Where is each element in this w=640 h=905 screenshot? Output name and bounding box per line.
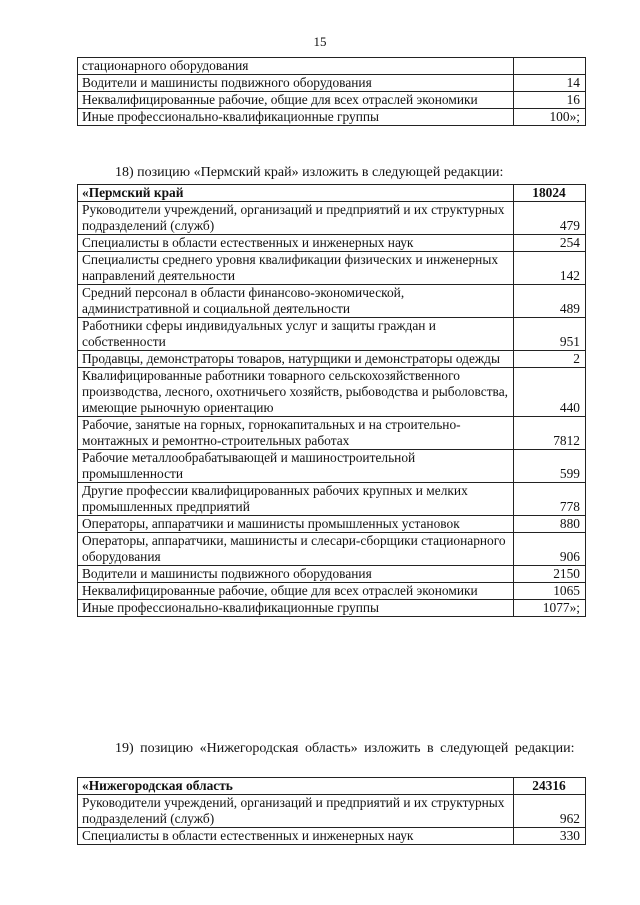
table-header-row: [78, 778, 586, 795]
row-label: Водители и машинисты подвижного оборудования: [78, 75, 514, 92]
row-label: Средний персонал в области финансово-экономической, административной и социальной деятельности: [78, 285, 514, 318]
table-nizhegorodskaya-oblast: [77, 777, 586, 845]
row-value: [514, 58, 586, 75]
table-perm-krai: [77, 184, 586, 617]
row-value: 2150: [514, 566, 586, 583]
row-value: 1065: [514, 583, 586, 600]
row-label: Руководители учреждений, организаций и предприятий и их структурных подразделений (служб): [78, 202, 514, 235]
table-row: [78, 417, 586, 450]
table-row: [78, 235, 586, 252]
table-row: [78, 75, 586, 92]
table-row: [78, 92, 586, 109]
table-row: [78, 351, 586, 368]
table-row: [78, 600, 586, 617]
row-value: 2: [514, 351, 586, 368]
row-label: Продавцы, демонстраторы товаров, натурщики и демонстраторы одежды: [78, 351, 514, 368]
table-row: [78, 583, 586, 600]
row-value: 778: [514, 483, 586, 516]
row-value: 479: [514, 202, 586, 235]
table-continuation: [77, 57, 586, 126]
row-label: Операторы, аппаратчики, машинисты и слесари-сборщики стационарного оборудования: [78, 533, 514, 566]
page-number: 15: [313, 34, 327, 49]
row-label: Водители и машинисты подвижного оборудования: [78, 566, 514, 583]
row-label: Неквалифицированные рабочие, общие для всех отраслей экономики: [78, 583, 514, 600]
table-header-row: [78, 185, 586, 202]
row-value: 906: [514, 533, 586, 566]
row-label: Специалисты среднего уровня квалификации физических и инженерных направлений деятельности: [78, 252, 514, 285]
row-label: Квалифицированные работники товарного сельскохозяйственного производства, лесного, охотничьего хозяйств, рыбоводства и рыболовства, имеющие рыночную ориентацию: [78, 368, 514, 417]
row-value: 142: [514, 252, 586, 285]
table-row: [78, 483, 586, 516]
row-label: Специалисты в области естественных и инженерных наук: [78, 828, 514, 845]
paragraph-19: 19) позицию «Нижегородская область» изложить в следующей редакции:: [115, 741, 575, 756]
row-label: Иные профессионально-квалификационные группы: [78, 109, 514, 126]
row-label: Руководители учреждений, организаций и предприятий и их структурных подразделений (служб): [78, 795, 514, 828]
row-value: 489: [514, 285, 586, 318]
row-value: 1077»;: [514, 600, 586, 617]
row-value: 7812: [514, 417, 586, 450]
table-row: [78, 516, 586, 533]
row-value: 962: [514, 795, 586, 828]
row-value: 951: [514, 318, 586, 351]
row-label: Рабочие металлообрабатывающей и машиностроительной промышленности: [78, 450, 514, 483]
table-row: [78, 795, 586, 828]
table-row: [78, 828, 586, 845]
row-label: стационарного оборудования: [78, 58, 514, 75]
row-value: 16: [514, 92, 586, 109]
row-value: 100»;: [514, 109, 586, 126]
region-total: 24316: [514, 778, 586, 795]
table-row: [78, 566, 586, 583]
table-row: [78, 533, 586, 566]
row-label: Другие профессии квалифицированных рабочих крупных и мелких промышленных предприятий: [78, 483, 514, 516]
table-row: [78, 285, 586, 318]
row-label: Рабочие, занятые на горных, горнокапитальных и на строительно-монтажных и ремонтно-строительных работах: [78, 417, 514, 450]
paragraph-18: 18) позицию «Пермский край» изложить в следующей редакции:: [115, 165, 504, 180]
table-row: [78, 450, 586, 483]
row-label: Работники сферы индивидуальных услуг и защиты граждан и собственности: [78, 318, 514, 351]
region-name: «Пермский край: [78, 185, 514, 202]
table-row: [78, 252, 586, 285]
table-row: [78, 318, 586, 351]
row-value: 14: [514, 75, 586, 92]
table-row: [78, 109, 586, 126]
table-row: [78, 58, 586, 75]
row-value: 599: [514, 450, 586, 483]
row-label: Иные профессионально-квалификационные группы: [78, 600, 514, 617]
row-label: Неквалифицированные рабочие, общие для всех отраслей экономики: [78, 92, 514, 109]
table-row: [78, 202, 586, 235]
region-total: 18024: [514, 185, 586, 202]
row-value: 880: [514, 516, 586, 533]
row-label: Специалисты в области естественных и инженерных наук: [78, 235, 514, 252]
region-name: «Нижегородская область: [78, 778, 514, 795]
table-row: [78, 368, 586, 417]
row-value: 440: [514, 368, 586, 417]
row-value: 254: [514, 235, 586, 252]
row-value: 330: [514, 828, 586, 845]
row-label: Операторы, аппаратчики и машинисты промышленных установок: [78, 516, 514, 533]
